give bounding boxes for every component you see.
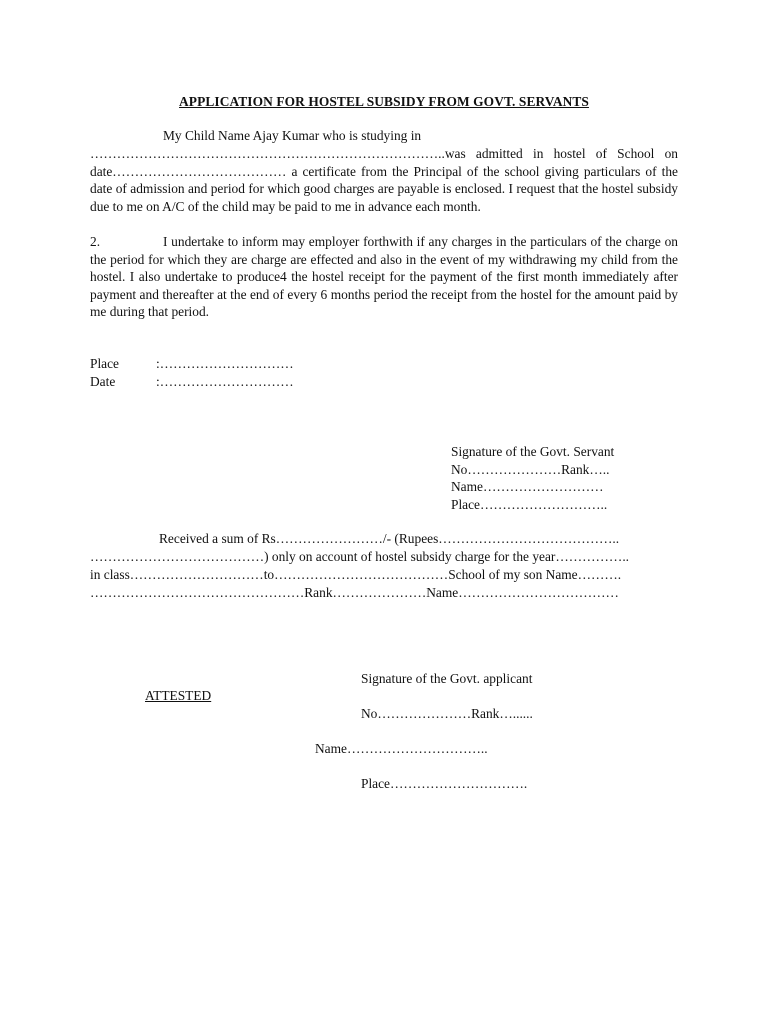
servant-no-rank: No…………………Rank….. [451,462,610,477]
receipt-line-2: …………………………………) only on account of hostel subsidy charge for the year…………….. [90,549,630,564]
place-value: :………………………… [156,356,294,371]
servant-place: Place……………………….. [451,497,608,512]
applicant-place: Place…………………………. [361,776,528,791]
applicant-name: Name………………………….. [315,741,488,756]
para1-text: ……………………………………………………………………..was admitted in hostel of School on date………………………………… a certificate from the Principal of the school giving particulars of the date of admission and period for which good charges are payable is enclosed. I request that the hostel subsidy due to me on A/C of the child may be paid to me in advance each month. [90,146,678,214]
para1-intro: My Child Name Ajay Kumar who is studying in [163,128,422,143]
receipt-line-3: in class…………………………to…………………………………School of my son Name………. [90,567,622,582]
date-value: :………………………… [156,374,294,389]
para2-text [90,233,678,321]
servant-name: Name……………………… [451,479,604,494]
para2-number: 2. [90,234,101,249]
place-label: Place [90,356,119,371]
applicant-no-rank: No…………………Rank…...... [361,706,533,721]
para1-body [90,145,678,215]
para2-body: I undertake to inform may employer forthwith if any charges in the particulars of the charge on the period for which they are charge are effected and also in the event of my withdrawing my child from the hostel. I also undertake to produce4 the hostel receipt for the payment of the first month immediately after payment and thereafter at the end of every 6 months period the receipt from the hostel for the amount paid by me during that period. [90,234,678,320]
applicant-signature-title: Signature of the Govt. applicant [361,671,533,686]
receipt-line-4: …………………………………………Rank…………………Name……………………………… [90,585,619,600]
date-row [90,373,294,391]
receipt-line-1: Received a sum of Rs……………………/- (Rupees………………………………….. [159,531,620,546]
servant-signature-title: Signature of the Govt. Servant [451,444,615,459]
para2 [90,233,678,321]
attested-label: ATTESTED [145,688,212,703]
date-label: Date [90,374,116,389]
place-row [90,355,294,373]
page-title: APPLICATION FOR HOSTEL SUBSIDY FROM GOVT. SERVANTS [179,94,589,109]
